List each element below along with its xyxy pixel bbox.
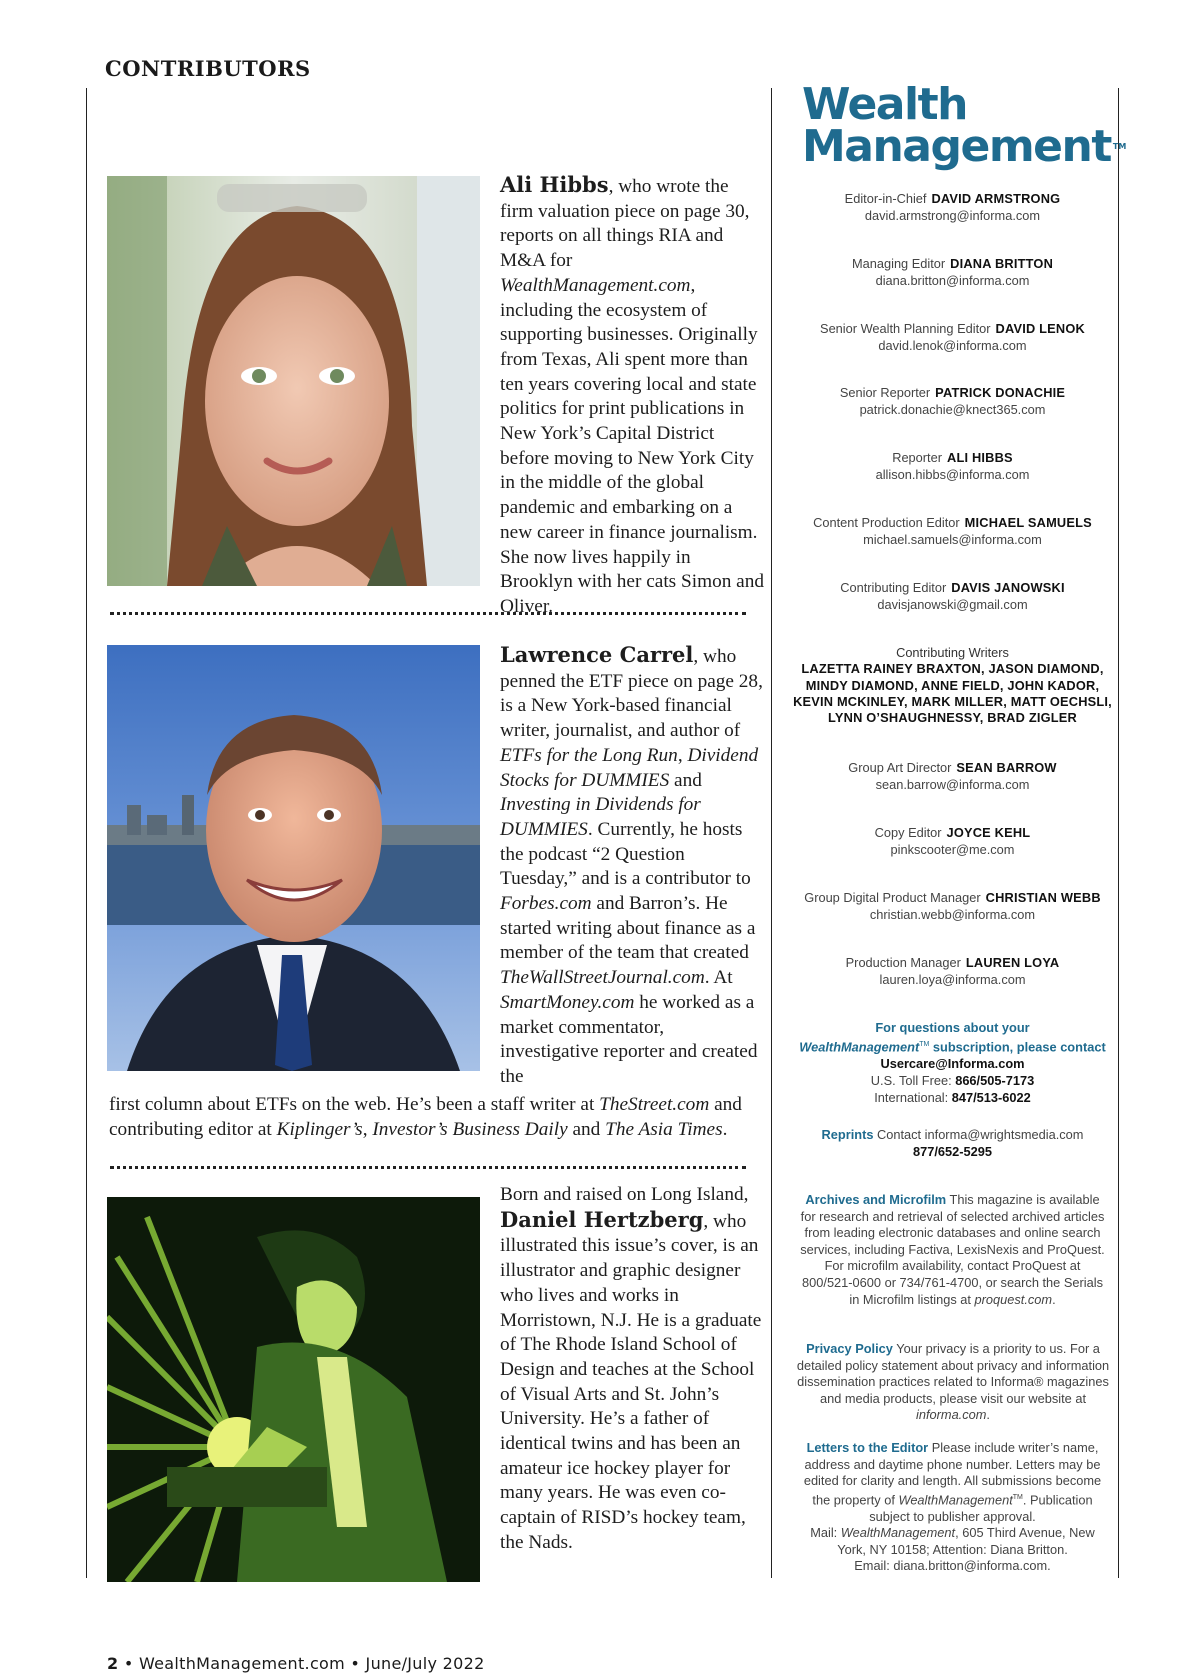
wealth-management-logo: Wealth Management TM	[802, 79, 1127, 172]
portrait-woman-photo	[107, 176, 480, 586]
staff-entry: Contributing Editor DAVIS JANOWSKI davisjanowski@gmail.com	[780, 580, 1125, 613]
letters-info: Letters to the Editor Please include writer’s name, address and daytime phone number. Letters may be edited for clarity and length. All submissions become the property of WealthManagement™. Publication subject to publisher approval. Mail: WealthManagement, 605 Third Avenue, New York, NY 10158; Attention: Diana Britton. Email: diana.britton@informa.com.	[803, 1440, 1102, 1574]
staff-email[interactable]: david.lenok@informa.com	[878, 337, 1027, 353]
illustration-artist-photo	[107, 1197, 480, 1582]
portrait-man-photo	[107, 645, 480, 1071]
footer-date: June/July 2022	[365, 1654, 485, 1673]
staff-email[interactable]: michael.samuels@informa.com	[863, 531, 1042, 547]
staff-entry: Reporter ALI HIBBS allison.hibbs@informa.com	[780, 450, 1125, 483]
staff-email[interactable]: lauren.loya@informa.com	[879, 971, 1026, 987]
contributing-writers: Contributing Writers LAZETTA RAINEY BRAXTON, JASON DIAMOND, MINDY DIAMOND, ANNE FIELD, JOHN KADOR, KEVIN MCKINLEY, MARK MILLER, MATT OECHSLI, LYNN O’SHAUGHNESSY, BRAD ZIGLER	[793, 645, 1112, 726]
staff-email[interactable]: davisjanowski@gmail.com	[877, 596, 1028, 612]
staff-entry: Senior Wealth Planning Editor DAVID LENOK david.lenok@informa.com	[780, 321, 1125, 354]
staff-email[interactable]: david.armstrong@informa.com	[864, 207, 1041, 223]
dotted-divider	[110, 612, 746, 615]
staff-email[interactable]: diana.britton@informa.com	[875, 272, 1030, 288]
staff-entry: Content Production Editor MICHAEL SAMUELS michael.samuels@informa.com	[780, 515, 1125, 548]
staff-entry: Senior Reporter PATRICK DONACHIE patrick.donachie@knect365.com	[780, 385, 1125, 418]
staff-entry: Copy Editor JOYCE KEHL pinkscooter@me.com	[780, 825, 1125, 858]
left-rule	[86, 88, 87, 1578]
staff-email[interactable]: allison.hibbs@informa.com	[875, 466, 1030, 482]
staff-email[interactable]: pinkscooter@me.com	[890, 841, 1015, 857]
staff-email[interactable]: christian.webb@informa.com	[869, 906, 1036, 922]
staff-email[interactable]: patrick.donachie@knect365.com	[859, 401, 1046, 417]
proquest-link[interactable]: proquest.com	[974, 1291, 1053, 1307]
subscription-info: For questions about your WealthManagement™ subscription, please contact Usercare@Informa.com U.S. Toll Free: 866/505-7173 International: 847/513-6022	[780, 1019, 1125, 1106]
bio-lawrence-carrel-continued: first column about ETFs on the web. He’s been a staff writer at TheStreet.com and contributing editor at Kiplinger’s, Investor’s Business Daily and The Asia Times.	[109, 1094, 742, 1140]
bio-lawrence-carrel: Lawrence Carrel, who penned the ETF piece on page 28, is a New York-based financial writer, journalist, and author of ETFs for the Long Run, Dividend Stocks for DUMMIES and Investing in Dividends for DUMMIES. Currently, he hosts the podcast “2 Question Tuesday,” and is a contributor to Forbes.com and Barron’s. He started writing about finance as a member of the team that created TheWallStreetJournal.com. At SmartMoney.com he worked as a market commentator, investigative reporter and created the	[500, 642, 763, 1087]
staff-entry: Production Manager LAUREN LOYA lauren.loya@informa.com	[780, 955, 1125, 988]
contributor-name: Lawrence Carrel	[500, 642, 694, 667]
staff-entry: Editor-in-Chief DAVID ARMSTRONG david.armstrong@informa.com	[780, 191, 1125, 224]
informa-link[interactable]: informa.com	[916, 1407, 987, 1423]
bio-daniel-hertzberg: Born and raised on Long Island, Daniel Hertzberg, who illustrated this issue’s cover, is an illustrator and graphic designer who lives and works in Morristown, N.J. He is a graduate of The Rhode Island School of Design and teaches at the School of Visual Arts and St. John’s University. He’s a father of identical twins and has been an amateur ice hockey player for many years. He was even co-captain of RISD’s hockey team, the Nads.	[500, 1184, 762, 1553]
footer-site: WealthManagement.com	[138, 1654, 346, 1673]
staff-entry: Group Art Director SEAN BARROW sean.barrow@informa.com	[780, 760, 1125, 793]
bio-ali-hibbs: Ali Hibbs, who wrote the firm valuation piece on page 30, reports on all things RIA and M&A for WealthManagement.com, including the ecosystem of supporting businesses. Originally from Texas, Ali spent more than ten years covering local and state politics for print publications in New York’s Capital District before moving to New York City in the middle of the global pandemic and embarking on a new career in finance journalism. She now lives happily in Brooklyn with her cats Simon and Oliver.	[500, 172, 765, 617]
center-rule	[771, 88, 772, 1578]
page-number: 2	[107, 1654, 119, 1673]
contributor-name: Ali Hibbs	[500, 172, 609, 197]
contributor-name: Daniel Hertzberg	[500, 1206, 704, 1232]
usercare-email[interactable]: Usercare@Informa.com	[880, 1056, 1025, 1072]
archives-info: Archives and Microfilm This magazine is available for research and retrieval of selected archived articles from leading electronic databases and online search services, including Factiva, LexisNexis and ProQuest. For microfilm availability, contact ProQuest at 800/521-0600 or 734/761-4700, or search the Serials in Microfilm listings at proquest.com.	[800, 1192, 1105, 1307]
staff-entry: Group Digital Product Manager CHRISTIAN WEBB christian.webb@informa.com	[780, 890, 1125, 923]
staff-email[interactable]: sean.barrow@informa.com	[875, 776, 1030, 792]
privacy-info: Privacy Policy Your privacy is a priority to us. For a detailed policy statement about privacy and information dissemination practices related to Informa® magazines and media products, please visit our website at informa.com.	[796, 1341, 1110, 1423]
page-footer: 2 • WealthManagement.com • June/July 2022	[107, 1654, 485, 1673]
reprints-info: Reprints Contact informa@wrightsmedia.com 877/652-5295	[821, 1127, 1084, 1159]
staff-entry: Managing Editor DIANA BRITTON diana.britton@informa.com	[780, 256, 1125, 289]
dotted-divider	[110, 1166, 746, 1169]
section-title: CONTRIBUTORS	[105, 56, 311, 81]
